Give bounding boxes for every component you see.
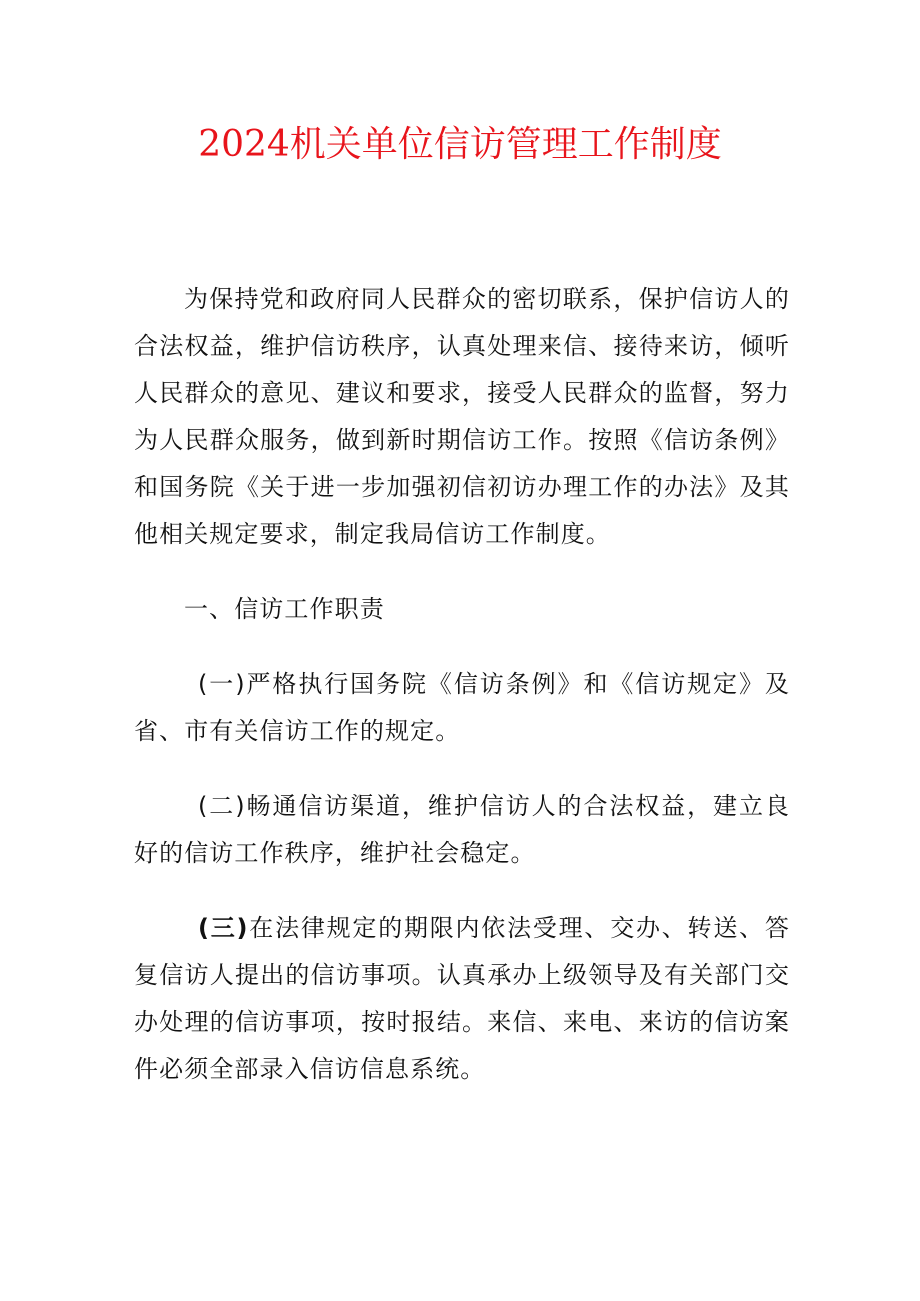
document-title: 2024机关单位信访管理工作制度 [198, 124, 722, 165]
list-item [134, 783, 790, 877]
item-marker: (三) [198, 914, 249, 942]
item-text: 在法律规定的期限内依法受理、交办、转送、答复信访人提出的信访事项。认真承办上级领导及有关部门交办处理的信访事项，按时报结。来信、来电、来访的信访案件必须全部录入信访信息系统。 [134, 914, 790, 1083]
item-text: 畅通信访渠道，维护信访人的合法权益，建立良好的信访工作秩序，维护社会稳定。 [134, 792, 790, 867]
item-text: 严格执行国务院《信访条例》和《信访规定》及省、市有关信访工作的规定。 [134, 670, 790, 745]
section-heading: 一、信访工作职责 [184, 595, 385, 623]
item-marker: (二) [198, 792, 246, 820]
intro-paragraph: 为保持党和政府同人民群众的密切联系，保护信访人的合法权益，维护信访秩序，认真处理来信、接待来访，倾听人民群众的意见、建议和要求，接受人民群众的监督，努力为人民群众服务，做到新时期信访工作。按照《信访条例》和国务院《关于进一步加强初信初访办理工作的办法》及其他相关规定要求，制定我局信访工作制度。 [134, 285, 790, 548]
list-item [134, 661, 790, 755]
item-marker: (一) [198, 670, 246, 698]
list-item [134, 905, 790, 1093]
document-body [134, 276, 790, 1121]
